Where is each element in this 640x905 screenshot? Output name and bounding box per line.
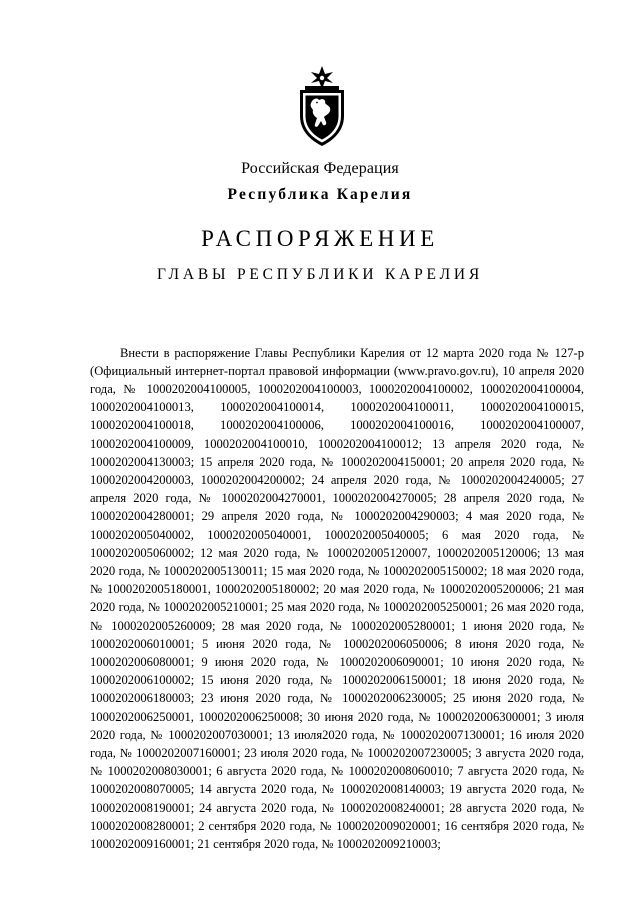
document-type-title: РАСПОРЯЖЕНИЕ	[201, 226, 439, 251]
republic-name: Республика Карелия	[227, 186, 413, 203]
body-paragraph: Внести в распоряжение Главы Республики Карелия от 12 марта 2020 года № 127-р (Официальный интернет-портал правовой информации (www.pravo.gov.ru), 10 апреля 2020 года, № 1000202004100005, 1000202004100003, 1000202004100002, 1000202004100004, 1000202004100013, 1000202004100014, 1000202004100011, 1000202004100015, 1000202004100018, 1000202004100006, 1000202004100016, 1000202004100007, 1000202004100009, 1000202004100010, 1000202004100012; 13 апреля 2020 года, № 1000202004130003; 15 апреля 2020 года, № 1000202004150001; 20 апреля 2020 года, № 1000202004200003, 1000202004200002; 24 апреля 2020 года, № 1000202004240005; 27 апреля 2020 года, № 1000202004270001, 1000202004270005; 28 апреля 2020 года, № 1000202004280001; 29 апреля 2020 года, № 1000202004290003; 4 мая 2020 года, № 1000202005040002, 1000202005040001, 1000202005040005; 6 мая 2020 года, № 1000202005060002; 12 мая 2020 года, № 1000202005120007, 1000202005120006; 13 мая 2020 года, № 1000202005130011; 15 мая 2020 года, № 1000202005150002; 18 мая 2020 года, № 1000202005180001, 1000202005180002; 20 мая 2020 года, № 1000202005200006; 21 мая 2020 года, № 1000202005210001; 25 мая 2020 года, № 1000202005250001; 26 мая 2020 года, № 1000202005260009; 28 мая 2020 года, № 1000202005280001; 1 июня 2020 года, № 1000202006010001; 5 июня 2020 года, № 1000202006050006; 8 июня 2020 года, № 1000202006080001; 9 июня 2020 года, № 1000202006090001; 10 июня 2020 года, № 1000202006100002; 15 июня 2020 года, № 1000202006150001; 18 июня 2020 года, № 1000202006180003; 23 июня 2020 года, № 1000202006230005; 25 июня 2020 года, № 1000202006250001, 1000202006250008; 30 июня 2020 года, № 1000202006300001; 3 июля 2020 года, № 1000202007030001; 13 июля2020 года, № 1000202007130001; 16 июля 2020 года, № 1000202007160001; 23 июля 2020 года, № 1000202007230005; 3 августа 2020 года, № 1000202008030001; 6 августа 2020 года, № 1000202008060010; 7 августа 2020 года, № 1000202008070005; 14 августа 2020 года, № 1000202008140003; 19 августа 2020 года, № 1000202008190001; 24 августа 2020 года, № 1000202008240001; 28 августа 2020 года, № 1000202008280001; 2 сентября 2020 года, № 1000202009020001; 16 сентября 2020 года, № 1000202009160001; 21 сентября 2020 года, № 1000202009210003;	[90, 345, 584, 852]
country-name: Российская Федерация	[241, 160, 399, 177]
document-issuer: ГЛАВЫ РЕСПУБЛИКИ КАРЕЛИЯ	[156, 266, 484, 283]
karelia-coat-of-arms-icon	[296, 66, 348, 148]
